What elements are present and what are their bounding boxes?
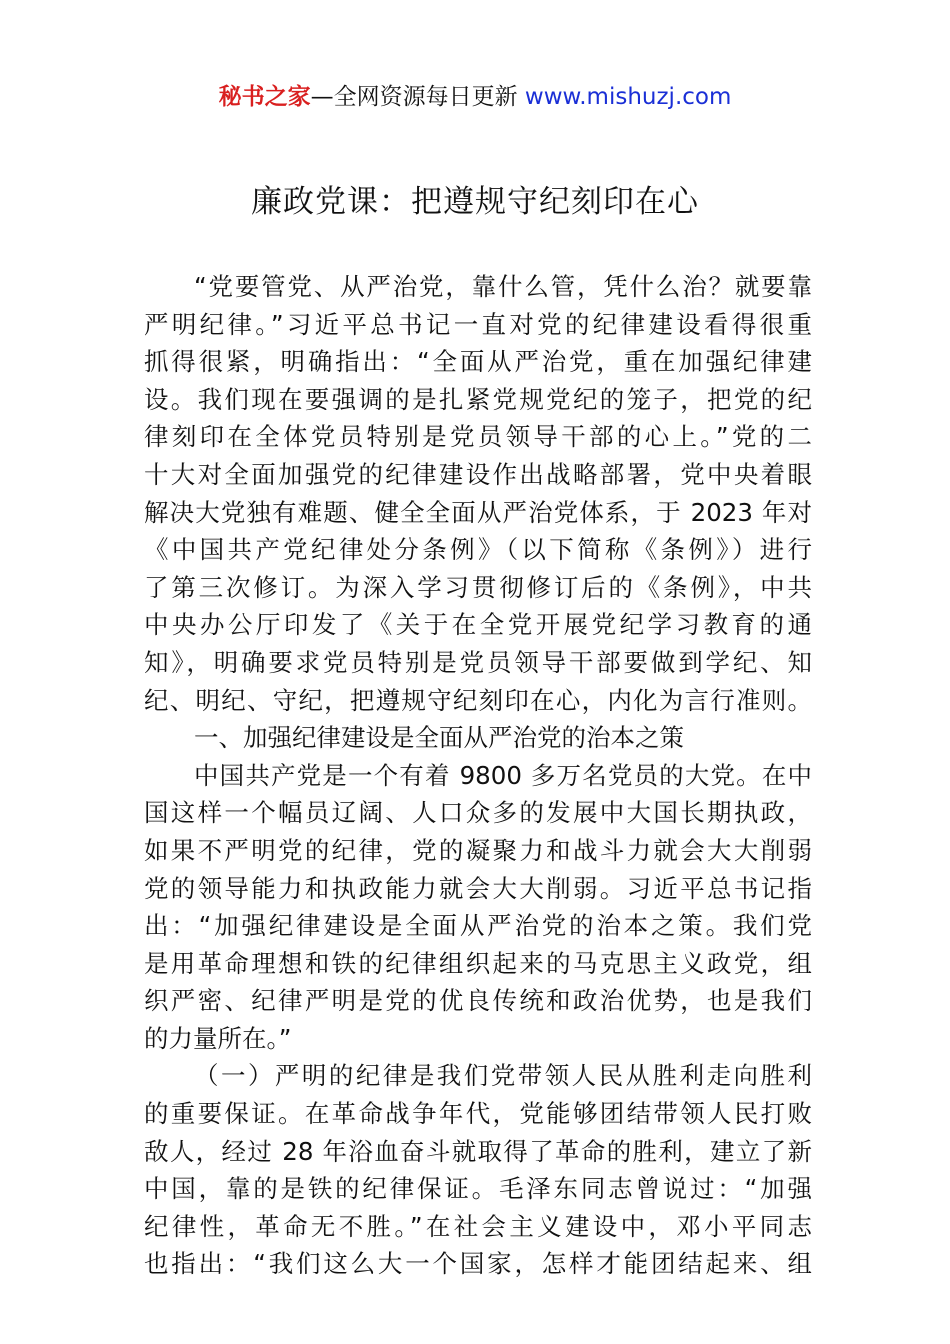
text-line: 了第三次修订。为深入学习贯彻修订后的《条例》，中共 — [144, 572, 812, 602]
header-slogan: —全网资源每日更新 — [310, 84, 525, 110]
text-line: 纪律性，革命无不胜。”在社会主义建设中，邓小平同志 — [144, 1211, 812, 1241]
document-title: 廉政党课：把遵规守纪刻印在心 — [251, 184, 699, 220]
text-line: 一、加强纪律建设是全面从严治党的治本之策 — [194, 723, 684, 753]
site-header — [0, 82, 950, 112]
text-line: 严明纪律。”习近平总书记一直对党的纪律建设看得很重 — [144, 309, 812, 339]
text-line: 织严密、纪律严明是党的优良传统和政治优势，也是我们 — [144, 986, 812, 1016]
text-line: 出：“加强纪律建设是全面从严治党的治本之策。我们党 — [144, 911, 812, 941]
text-line: 敌人，经过 28 年浴血奋斗就取得了革命的胜利，建立了新 — [144, 1136, 812, 1166]
text-line: （一）严明的纪律是我们党带领人民从胜利走向胜利 — [194, 1061, 812, 1091]
text-line: 纪、明纪、守纪，把遵规守纪刻印在心，内化为言行准则。 — [144, 685, 812, 715]
text-line: 中国，靠的是铁的纪律保证。毛泽东同志曾说过：“加强 — [144, 1174, 812, 1204]
text-line: 也指出：“我们这么大一个国家，怎样才能团结起来、组 — [144, 1249, 812, 1279]
text-line: 抓得很紧，明确指出：“全面从严治党，重在加强纪律建 — [144, 347, 812, 377]
text-line: 党的领导能力和执政能力就会大大削弱。习近平总书记指 — [144, 873, 812, 903]
text-line: 律刻印在全体党员特别是党员领导干部的心上。”党的二 — [144, 422, 812, 452]
site-url-link[interactable]: www.mishuzj.com — [524, 84, 732, 110]
text-line: 中国共产党是一个有着 9800 多万名党员的大党。在中 — [194, 760, 812, 790]
text-line: 十大对全面加强党的纪律建设作出战略部署，党中央着眼 — [144, 459, 812, 489]
text-line: 的力量所在。” — [144, 1023, 292, 1053]
text-line: 的重要保证。在革命战争年代，党能够团结带领人民打败 — [144, 1099, 812, 1129]
document-body — [144, 268, 812, 1283]
text-line: 是用革命理想和铁的纪律组织起来的马克思主义政党，组 — [144, 948, 812, 978]
text-line: 中央办公厅印发了《关于在全党开展党纪学习教育的通 — [144, 610, 812, 640]
text-line: 解决大党独有难题、健全全面从严治党体系，于 2023 年对 — [144, 497, 812, 527]
text-line: 国这样一个幅员辽阔、人口众多的发展中大国长期执政， — [144, 798, 812, 828]
text-line: 设。我们现在要强调的是扎紧党规党纪的笼子，把党的纪 — [144, 384, 812, 414]
text-line: “党要管党、从严治党，靠什么管，凭什么治？就要靠 — [194, 272, 812, 301]
brand-name: 秘书之家 — [218, 84, 311, 110]
text-line: 如果不严明党的纪律，党的凝聚力和战斗力就会大大削弱 — [144, 835, 812, 865]
text-line: 知》，明确要求党员特别是党员领导干部要做到学纪、知 — [144, 647, 812, 677]
text-line: 《中国共产党纪律处分条例》（以下简称《条例》）进行 — [144, 535, 812, 565]
